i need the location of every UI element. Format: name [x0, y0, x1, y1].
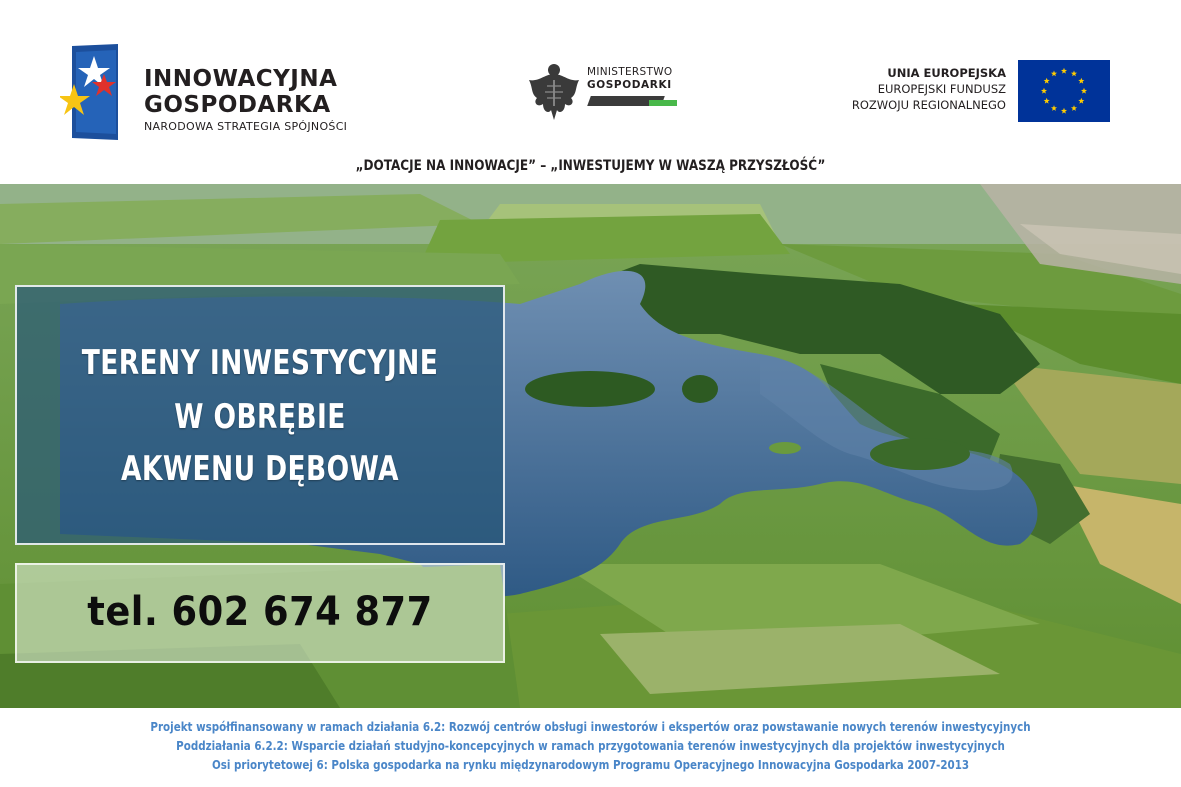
eu-star: [1061, 108, 1067, 114]
header: [0, 0, 1181, 184]
eu-star: [1078, 98, 1084, 104]
innowacyjna-gospodarka-logo: [60, 44, 390, 140]
polish-eagle-emblem-icon: [525, 60, 583, 122]
eu-stars-ring: [1018, 60, 1110, 122]
eu-star: [1051, 105, 1057, 111]
eu-line1: UNIA EUROPEJSKA: [887, 66, 1006, 80]
eu-star: [1071, 70, 1077, 76]
logo-title-line2: GOSPODARKA: [144, 92, 331, 118]
eu-star: [1078, 78, 1084, 84]
eu-star: [1081, 88, 1087, 94]
phone-number[interactable]: tel. 602 674 877: [87, 589, 433, 635]
footer-line-2: Poddziałania 6.2.2: Wsparcie działań studyjno-koncepcyjnych w ramach przygotowania terenów inwestycyjnych dla projektów inwestycyjnych: [176, 739, 1005, 753]
ministry-line1: MINISTERSTWO: [587, 66, 673, 78]
ministry-line2: GOSPODARKI: [587, 79, 672, 91]
eu-star: [1051, 70, 1057, 76]
eu-star: [1044, 98, 1050, 104]
eu-star: [1061, 68, 1067, 74]
footer-line-3: Osi priorytetowej 6: Polska gospodarka na rynku międzynarodowym Programu Operacyjnego Innowacyjna Gospodarka 2007-2013: [211, 758, 970, 772]
title-line-2: W OBRĘBIE: [174, 397, 346, 437]
eu-line3: ROZWOJU REGIONALNEGO: [851, 98, 1006, 112]
phone-box: [15, 563, 505, 663]
title-line-3: AKWENU DĘBOWA: [121, 449, 399, 489]
slogan: „DOTACJE NA INNOWACJE” – „INWESTUJEMY W WASZĄ PRZYSZŁOŚĆ”: [355, 158, 826, 174]
eu-line2: EUROPEJSKI FUNDUSZ: [877, 82, 1006, 96]
title-line-1: TERENY INWESTYCYJNE: [81, 343, 439, 383]
eu-star: [1044, 78, 1050, 84]
footer-line-1: Projekt współfinansowany w ramach działania 6.2: Rozwój centrów obsługi inwestorów i ekspertów oraz powstawanie nowych terenów inwestycyjnych: [150, 720, 1031, 734]
eu-flag-icon: [1018, 60, 1110, 122]
logo-subtitle: NARODOWA STRATEGIA SPÓJNOŚCI: [144, 120, 348, 133]
unia-europejska-logo: [840, 58, 1120, 124]
footer: [0, 708, 1181, 787]
title-box: [15, 285, 505, 545]
eu-star: [1071, 105, 1077, 111]
ministerstwo-gospodarki-logo: [525, 60, 685, 124]
logo-title-line1: INNOWACYJNA: [144, 66, 338, 92]
innovation-stars-logo-icon: [60, 44, 140, 140]
eu-star: [1041, 88, 1047, 94]
ministry-green-bar: [649, 100, 677, 106]
